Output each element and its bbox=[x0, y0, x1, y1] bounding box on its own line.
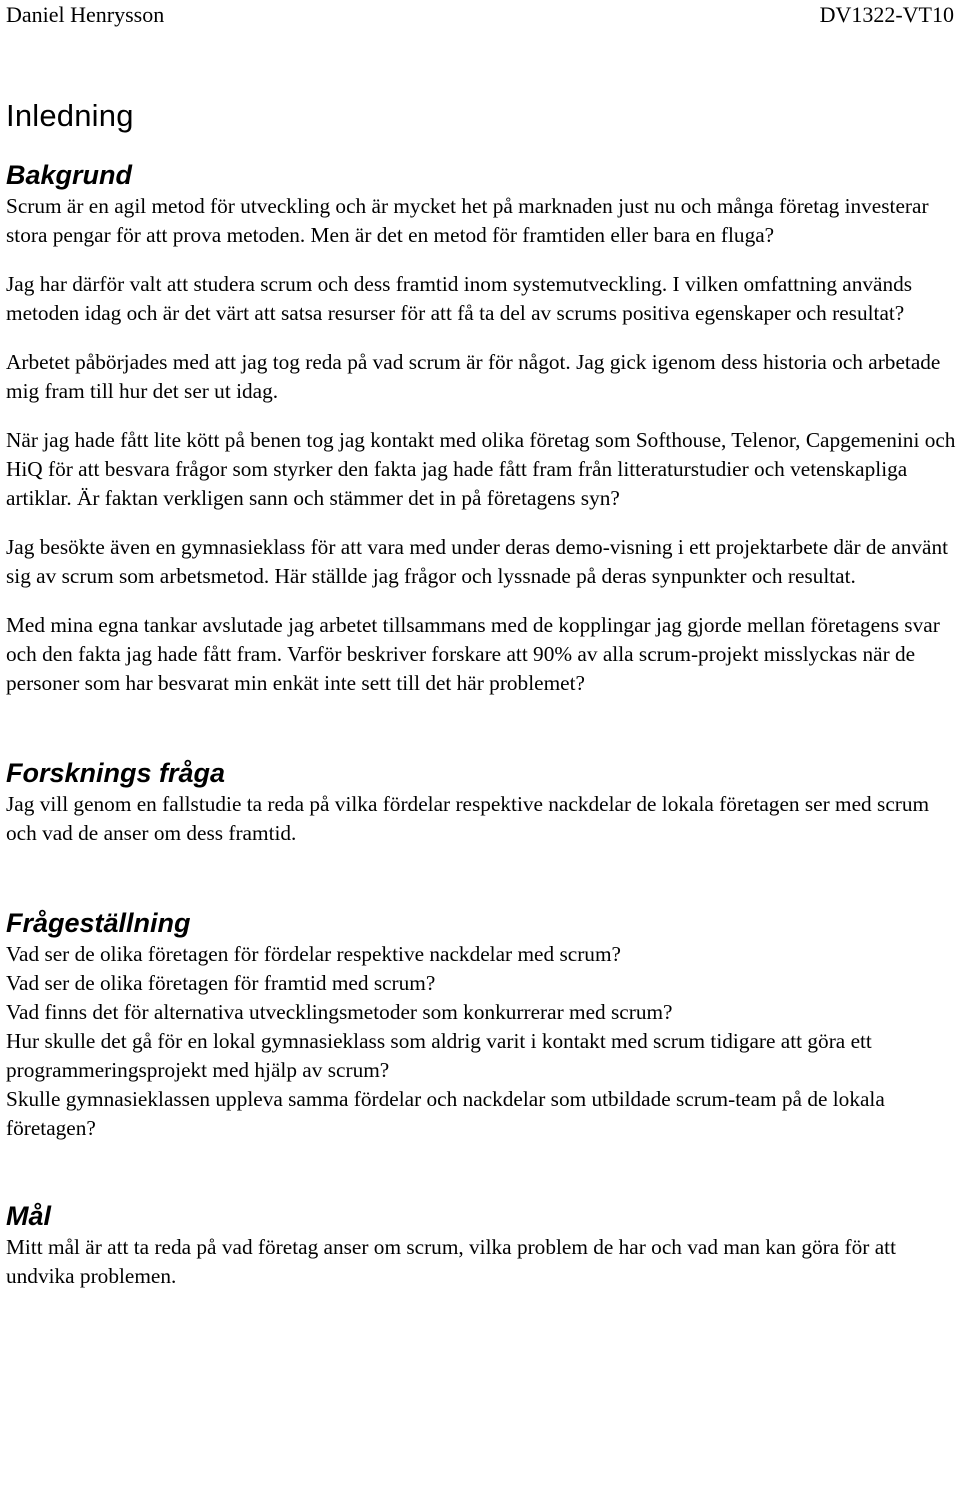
section-heading-fragestallning: Frågeställning bbox=[6, 908, 191, 938]
section-heading-forskningsfraga: Forsknings fråga bbox=[6, 758, 226, 788]
paragraph: När jag hade fått lite kött på benen tog jag kontakt med olika företag som Softhouse, Telenor, Capgemenini och HiQ för att besvara frågor som styrker den fakta jag hade fått fram från litteraturstudier och vetenskapliga artiklar. Är faktan verkligen sann och stämmer det in på företagens syn? bbox=[6, 428, 956, 510]
question-item: Vad ser de olika företagen för framtid med scrum? bbox=[6, 971, 436, 995]
document-body bbox=[6, 96, 956, 1311]
section-bakgrund bbox=[6, 158, 956, 698]
paragraph: Scrum är en agil metod för utveckling och är mycket het på marknaden just nu och många företag investerar stora pengar för att prova metoden. Men är det en metod för framtiden eller bara en fluga? bbox=[6, 194, 929, 247]
question-item: Skulle gymnasieklassen uppleva samma fördelar och nackdelar som utbildade scrum-team på de lokala företagen? bbox=[6, 1087, 885, 1140]
paragraph: Med mina egna tankar avslutade jag arbetet tillsammans med de kopplingar jag gjorde mellan företagens svar och den fakta jag hade fått fram. Varför beskriver forskare att 90% av alla scrum-projekt misslyckas när de personer som har besvarat min enkät inte sett till det här problemet? bbox=[6, 613, 940, 695]
paragraph: Arbetet påbörjades med att jag tog reda på vad scrum är för något. Jag gick igenom dess historia och arbetade mig fram till hur det ser ut idag. bbox=[6, 350, 941, 403]
section-heading-bakgrund: Bakgrund bbox=[6, 160, 133, 190]
question-item: Vad ser de olika företagen för fördelar respektive nackdelar med scrum? bbox=[6, 942, 621, 966]
section-spacer bbox=[6, 1143, 956, 1199]
running-header bbox=[6, 0, 954, 30]
paragraph: Jag vill genom en fallstudie ta reda på vilka fördelar respektive nackdelar de lokala företagen ser med scrum och vad de anser om dess framtid. bbox=[6, 792, 930, 845]
paragraph: Jag besökte även en gymnasieklass för att vara med under deras demo-visning i ett projektarbete där de använt sig av scrum som arbetsmetod. Här ställde jag frågor och lyssnade på deras synpunkter och resultat. bbox=[6, 535, 949, 588]
section-forskningsfraga bbox=[6, 756, 956, 848]
section-fragestallning bbox=[6, 906, 956, 1143]
chapter-title: Inledning bbox=[6, 98, 134, 133]
question-list bbox=[6, 940, 956, 1143]
question-item: Vad finns det för alternativa utvecklingsmetoder som konkurrerar med scrum? bbox=[6, 1000, 673, 1024]
section-heading-mal: Mål bbox=[6, 1201, 52, 1231]
header-course-code: DV1322-VT10 bbox=[819, 2, 954, 27]
section-spacer bbox=[6, 718, 956, 756]
section-mal bbox=[6, 1199, 956, 1291]
header-author: Daniel Henrysson bbox=[6, 2, 165, 27]
question-item: Hur skulle det gå för en lokal gymnasieklass som aldrig varit i kontakt med scrum tidigare att göra ett programmeringsprojekt med hjälp av scrum? bbox=[6, 1029, 872, 1082]
section-spacer bbox=[6, 868, 956, 906]
paragraph: Jag har därför valt att studera scrum och dess framtid inom systemutveckling. I vilken omfattning används metoden idag och är det värt att satsa resurser för att få ta del av scrums positiva egenskaper och resultat? bbox=[6, 272, 913, 325]
paragraph: Mitt mål är att ta reda på vad företag anser om scrum, vilka problem de har och vad man kan göra för att undvika problemen. bbox=[6, 1235, 896, 1288]
